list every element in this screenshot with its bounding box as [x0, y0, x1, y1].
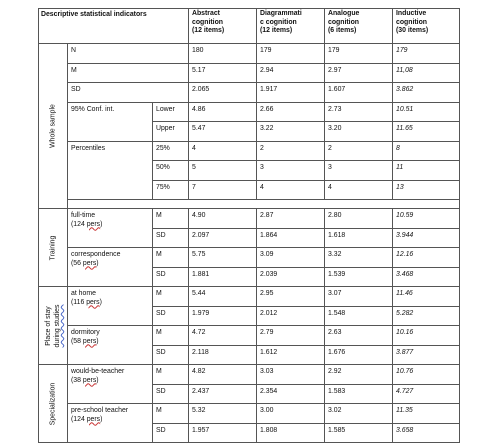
col-header-diagrammatic: Diagrammati c cognition (12 items) — [257, 9, 325, 44]
cell-value: 179 — [393, 44, 460, 64]
subgroup-correspondence: correspondence (56 pers) — [68, 248, 153, 287]
cell-value: 3 — [257, 161, 325, 181]
group-whole-sample: Whole sample — [39, 44, 68, 209]
cell-value: 2.097 — [189, 228, 257, 248]
cell-value: 1.881 — [189, 267, 257, 287]
group-place-of-stay: Place of stay during studies — [39, 287, 68, 365]
cell-value: 2.94 — [257, 63, 325, 83]
cell-value: 1.864 — [257, 228, 325, 248]
cell-value: 1.808 — [257, 423, 325, 443]
cell-value: 8 — [393, 141, 460, 161]
table-row — [39, 141, 460, 161]
cell-value: 4 — [257, 180, 325, 200]
cell-value: 3.877 — [393, 345, 460, 365]
cell-value: 1.585 — [325, 423, 393, 443]
cell-value: 10.16 — [393, 326, 460, 346]
cell-value: 4 — [189, 141, 257, 161]
cell-value: 1.539 — [325, 267, 393, 287]
header-row — [39, 9, 460, 44]
cell-value: 3.00 — [257, 404, 325, 424]
table-row — [39, 63, 460, 83]
cell-value: 3.468 — [393, 267, 460, 287]
table-row — [39, 287, 460, 307]
table-title: Descriptive statistical indicators — [39, 9, 189, 44]
cell-value: 2.118 — [189, 345, 257, 365]
cell-value: 12.16 — [393, 248, 460, 268]
row-sublabel: SD — [153, 423, 189, 443]
cell-value: 3 — [325, 161, 393, 181]
cell-value: 180 — [189, 44, 257, 64]
cell-value: 1.607 — [325, 83, 393, 103]
cell-value: 4.72 — [189, 326, 257, 346]
cell-value: 3.20 — [325, 122, 393, 142]
cell-value: 3.862 — [393, 83, 460, 103]
descriptive-statistics-table — [38, 8, 460, 443]
row-sublabel: SD — [153, 384, 189, 404]
row-label: SD — [68, 83, 189, 103]
row-sublabel: M — [153, 248, 189, 268]
cell-value: 2.012 — [257, 306, 325, 326]
cell-value: 3.22 — [257, 122, 325, 142]
cell-value: 10.59 — [393, 209, 460, 229]
cell-value: 11.35 — [393, 404, 460, 424]
cell-value: 2.73 — [325, 102, 393, 122]
col-header-inductive: Inductive cognition (30 items) — [393, 9, 460, 44]
cell-value: 11.46 — [393, 287, 460, 307]
table-row — [39, 102, 460, 122]
cell-value: 1.618 — [325, 228, 393, 248]
cell-value: 2.87 — [257, 209, 325, 229]
cell-value: 11 — [393, 161, 460, 181]
cell-value: 5.44 — [189, 287, 257, 307]
cell-value: 1.917 — [257, 83, 325, 103]
subgroup-pre-school-teacher: pre-school teacher (124 pers) — [68, 404, 153, 443]
row-sublabel: Lower — [153, 102, 189, 122]
table-row — [39, 209, 460, 229]
row-label: M — [68, 63, 189, 83]
col-header-abstract: Abstract cognition (12 items) — [189, 9, 257, 44]
cell-value: 5.282 — [393, 306, 460, 326]
table-row — [39, 404, 460, 424]
cell-value: 4.82 — [189, 365, 257, 385]
cell-value: 1.548 — [325, 306, 393, 326]
cell-value: 5.32 — [189, 404, 257, 424]
cell-value: 3.03 — [257, 365, 325, 385]
cell-value: 4.727 — [393, 384, 460, 404]
cell-value: 5 — [189, 161, 257, 181]
cell-value: 10.51 — [393, 102, 460, 122]
group-specialization: Specialization — [39, 365, 68, 443]
cell-value: 3.07 — [325, 287, 393, 307]
table-row — [39, 248, 460, 268]
subgroup-at-home: at home (116 pers) — [68, 287, 153, 326]
cell-value: 179 — [325, 44, 393, 64]
cell-value: 10.76 — [393, 365, 460, 385]
row-label-ci: 95% Conf. int. — [68, 102, 153, 141]
cell-value: 3.09 — [257, 248, 325, 268]
cell-value: 2.437 — [189, 384, 257, 404]
cell-value: 2.97 — [325, 63, 393, 83]
group-training: Training — [39, 209, 68, 287]
subgroup-dormitory: dormitory (58 pers) — [68, 326, 153, 365]
row-sublabel: SD — [153, 345, 189, 365]
cell-value: 3.32 — [325, 248, 393, 268]
table-row — [39, 326, 460, 346]
cell-value: 2.63 — [325, 326, 393, 346]
cell-value: 3.658 — [393, 423, 460, 443]
cell-value: 2.79 — [257, 326, 325, 346]
row-sublabel: M — [153, 326, 189, 346]
cell-value: 2.66 — [257, 102, 325, 122]
table-row — [39, 365, 460, 385]
row-sublabel: M — [153, 404, 189, 424]
col-header-analogue: Analogue cognition (6 items) — [325, 9, 393, 44]
row-sublabel: SD — [153, 306, 189, 326]
subgroup-full-time: full-time (124 pers) — [68, 209, 153, 248]
cell-value: 11.65 — [393, 122, 460, 142]
cell-value: 4.90 — [189, 209, 257, 229]
row-sublabel: 50% — [153, 161, 189, 181]
cell-value: 2 — [257, 141, 325, 161]
row-sublabel: SD — [153, 228, 189, 248]
table-row — [39, 44, 460, 64]
cell-value: 4.86 — [189, 102, 257, 122]
cell-value: 1.957 — [189, 423, 257, 443]
row-sublabel: M — [153, 287, 189, 307]
cell-value: 1.676 — [325, 345, 393, 365]
row-sublabel: M — [153, 209, 189, 229]
cell-value: 4 — [325, 180, 393, 200]
cell-value: 2.95 — [257, 287, 325, 307]
cell-value: 3.02 — [325, 404, 393, 424]
row-sublabel: Upper — [153, 122, 189, 142]
row-sublabel: SD — [153, 267, 189, 287]
cell-value: 11,08 — [393, 63, 460, 83]
row-sublabel: M — [153, 365, 189, 385]
cell-value: 13 — [393, 180, 460, 200]
cell-value: 2.039 — [257, 267, 325, 287]
row-sublabel: 25% — [153, 141, 189, 161]
cell-value: 2.354 — [257, 384, 325, 404]
cell-value: 1.979 — [189, 306, 257, 326]
cell-value: 3.944 — [393, 228, 460, 248]
row-sublabel: 75% — [153, 180, 189, 200]
cell-value: 5.75 — [189, 248, 257, 268]
subgroup-would-be-teacher: would-be-teacher (38 pers) — [68, 365, 153, 404]
cell-value: 1.612 — [257, 345, 325, 365]
cell-value: 2.92 — [325, 365, 393, 385]
cell-value: 5.47 — [189, 122, 257, 142]
cell-value: 7 — [189, 180, 257, 200]
cell-value: 2.065 — [189, 83, 257, 103]
cell-value: 179 — [257, 44, 325, 64]
cell-value: 2.80 — [325, 209, 393, 229]
cell-value: 2 — [325, 141, 393, 161]
row-label: N — [68, 44, 189, 64]
cell-value: 5.17 — [189, 63, 257, 83]
row-label-percentiles: Percentiles — [68, 141, 153, 200]
table-row — [39, 83, 460, 103]
cell-value: 1.583 — [325, 384, 393, 404]
